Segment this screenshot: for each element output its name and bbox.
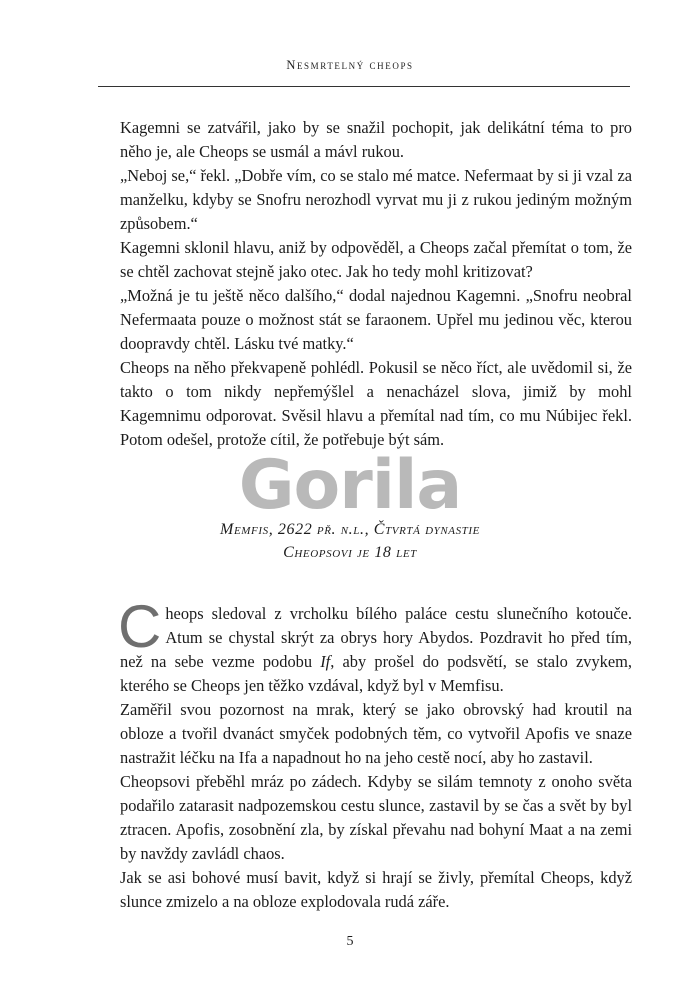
publisher-watermark: Gorila: [238, 446, 462, 525]
text-section-2: [118, 593, 632, 914]
paragraph: „Neboj se,“ řekl. „Dobře vím, co se stalo mé matce. Nefermaat by si ji vzal za manželku, kdyby se Snofru nerozhodl vyrvat mu ji z rukou jediným možným způsobem.“: [120, 166, 632, 233]
section-heading-place-date: Memfis, 2622 př. n.l., Čtvrtá dynastie: [220, 521, 480, 538]
section-heading-age: Cheopsovi je 18 let: [283, 544, 417, 561]
page-number: 5: [346, 934, 354, 949]
paragraph: Kagemni se zatvářil, jako by se snažil pochopit, jak delikátní téma to pro něho je, ale Cheops se usmál a mávl rukou.: [120, 118, 632, 161]
running-head: Nesmrtelný cheops: [286, 58, 414, 72]
opening-paragraph: [118, 593, 632, 698]
paragraph: Jak se asi bohové musí bavit, když si hrají se živly, přemítal Cheops, když slunce zmizelo a na obloze explodovala rudá záře.: [120, 868, 632, 911]
paragraph: Cheops na něho překvapeně pohlédl. Pokusil se něco říct, ale uvědomil si, že takto o tom nikdy nepřemýšlel a nenacházel slova, jimiž by mohl Kagemnimu odporovat. Svěsil hlavu a přemítal nad tím, co mu Núbijec řekl. Potom odešel, protože cítil, že potřebuje být sám.: [120, 358, 632, 449]
drop-cap: C: [118, 593, 162, 660]
paragraph: Cheopsovi přeběhl mráz po zádech. Kdyby se silám temnoty z onoho světa podařilo zatarasit nadpozemskou cestu slunce, zastavil by se čas a svět by byl ztracen. Apofis, zosobnění zla, by získal převahu nad bohyní Maat a na zemi by navždy zavládl chaos.: [120, 772, 632, 863]
opening-italic-word: If: [320, 652, 331, 671]
header-divider: [98, 86, 630, 87]
section-heading: [0, 518, 700, 564]
opening-text-end: , aby prošel do podsvětí, se stalo zvykem, kterého se Cheops jen těžko vzdával, když byl v Memfisu.: [120, 652, 632, 695]
paragraph: Kagemni sklonil hlavu, aniž by odpověděl, a Cheops začal přemítat o tom, že se chtěl zachovat stejně jako otec. Jak ho tedy mohl kritizovat?: [120, 238, 632, 281]
paragraph: Zaměřil svou pozornost na mrak, který se jako obrovský had kroutil na obloze a tvořil dvanáct smyček podobných těm, co vytvořil Apofis ve snaze nastražit léčku na Ifa a napadnout ho na jeho cestě nocí, aby ho zastavil.: [120, 700, 632, 767]
paragraph: „Možná je tu ještě něco dalšího,“ dodal najednou Kagemni. „Snofru neobral Nefermaata pouze o možnost stát se faraonem. Upřel mu jedinou věc, kterou doopravdy chtěl. Lásku tvé matky.“: [120, 286, 632, 353]
text-section-1: [120, 116, 632, 452]
opening-text: heops sledoval z vrcholku bílého paláce cestu slunečního kotouče. Atum se chystal skrýt za obrys hory Abydos. Pozdravit ho před tím, než na sebe vezme podobu: [120, 604, 632, 671]
